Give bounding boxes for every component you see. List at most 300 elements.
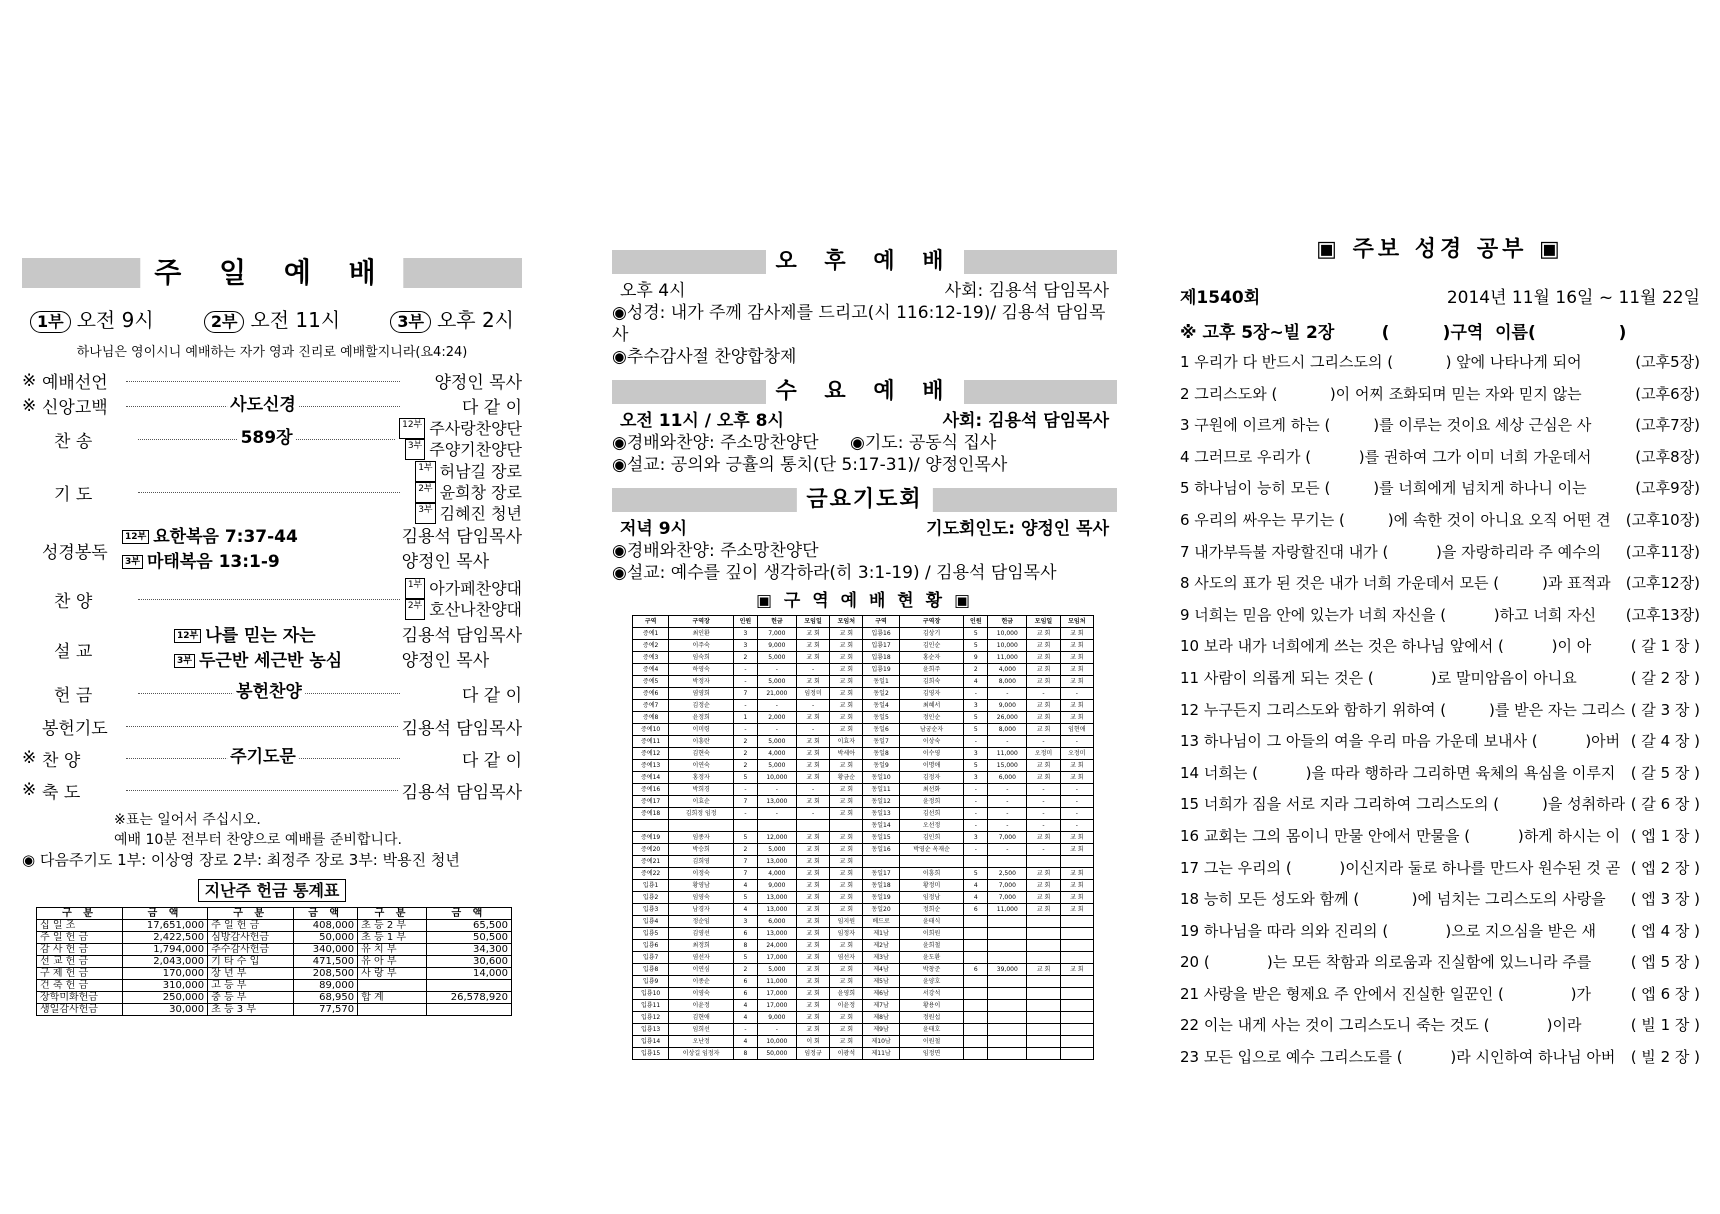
offering-cell: 68,950 [294, 992, 358, 1004]
district-cell: 2 [734, 760, 758, 772]
district-cell: 윤희주 [899, 664, 964, 676]
district-cell: 교 회 [830, 652, 863, 664]
district-cell: 7 [734, 868, 758, 880]
district-cell: 4 [734, 880, 758, 892]
district-cell: 1 [734, 712, 758, 724]
offering-header-cell: 금 액 [123, 908, 208, 920]
district-row [633, 712, 1094, 724]
district-cell: 서강석 [899, 988, 964, 1000]
district-cell [1060, 940, 1093, 952]
district-cell: 최선화 [899, 784, 964, 796]
district-row [633, 904, 1094, 916]
district-cell [988, 928, 1027, 940]
district-cell [988, 1012, 1027, 1024]
offering-cell: 유 치 부 [358, 944, 427, 956]
question-ref: (고후8장) [1635, 447, 1700, 466]
district-cell: 2,000 [757, 712, 796, 724]
district-cell [964, 1036, 988, 1048]
district-cell: 교 회 [1027, 760, 1060, 772]
friday-line-2: ◉설교: 예수를 깊이 생각하라(히 3:1-19) / 김용석 담임목사 [612, 563, 1057, 583]
district-cell: 6,000 [988, 772, 1027, 784]
question-ref: ( 갈 5 장 ) [1630, 763, 1700, 782]
district-cell: 교 회 [796, 976, 829, 988]
district-cell: - [964, 808, 988, 820]
district-row [633, 892, 1094, 904]
district-cell [1027, 1012, 1060, 1024]
district-cell: - [988, 844, 1027, 856]
district-cell: 동일14 [863, 820, 899, 832]
district-cell: 정순임 [669, 916, 734, 928]
district-cell: 교 회 [830, 964, 863, 976]
district-cell: 13,000 [757, 928, 796, 940]
district-cell: 50,000 [757, 1048, 796, 1060]
district-cell: 9,000 [757, 1012, 796, 1024]
district-cell: - [757, 1024, 796, 1036]
order-offering-prayer: 봉헌기도 김용석 담임목사 [42, 718, 522, 739]
study-question [1180, 663, 1700, 695]
district-cell: 교 회 [830, 664, 863, 676]
district-cell: 입룡19 [863, 664, 899, 676]
district-row [633, 1000, 1094, 1012]
district-cell: - [734, 676, 758, 688]
district-cell: 증예8 [633, 712, 669, 724]
district-cell: 4,000 [757, 748, 796, 760]
district-cell: 8 [734, 940, 758, 952]
district-cell: 오정미 [1060, 748, 1093, 760]
district-cell: 정인순 [899, 712, 964, 724]
district-cell: 김영선 [669, 928, 734, 940]
district-cell: 4 [734, 1012, 758, 1024]
district-cell: 4 [964, 676, 988, 688]
offering-cell: 50,000 [294, 932, 358, 944]
district-cell: 동일9 [863, 760, 899, 772]
district-row [633, 700, 1094, 712]
question-text: 12 누구든지 그리스도와 함하기 위하여 ( )를 받은 자는 그리스 [1180, 700, 1626, 719]
wednesday-sermon: ◉설교: 공의와 긍휼의 통치(단 5:17-31)/ 양정인목사 [612, 455, 1008, 475]
district-cell: 12,000 [757, 832, 796, 844]
district-cell: 김희영 [669, 856, 734, 868]
question-ref: ( 빌 2 장 ) [1630, 1048, 1700, 1067]
offering-cell: 선 교 헌 금 [37, 956, 123, 968]
district-cell: - [757, 664, 796, 676]
question-text: 15 너희가 짐을 서로 지라 그리하여 그리스도의 ( )을 성취하라 [1180, 795, 1626, 814]
district-cell: - [964, 688, 988, 700]
district-title: ▣ 구 역 예 배 현 황 ▣ [755, 591, 974, 611]
district-row [633, 940, 1094, 952]
district-cell: 교 회 [830, 712, 863, 724]
district-cell: 6 [964, 904, 988, 916]
offering-cell: 14,000 [426, 968, 511, 980]
district-cell: 김인희 [899, 832, 964, 844]
district-cell: 교 회 [1027, 640, 1060, 652]
district-row [633, 952, 1094, 964]
question-ref: (고후13장) [1625, 605, 1700, 624]
offering-cell: 사 랑 부 [358, 968, 427, 980]
question-text: 6 우리의 싸우는 무기는 ( )에 속한 것이 아니요 오직 어떤 견 [1180, 510, 1611, 529]
weekday-services-section [612, 246, 1117, 1060]
district-cell: 4 [734, 1000, 758, 1012]
district-cell: - [964, 736, 988, 748]
district-cell: 김희정 임정 [669, 808, 734, 820]
offering-cell: 408,000 [294, 920, 358, 932]
afternoon-time: 오후 4시 [620, 281, 686, 301]
order-hymn: 찬 송 589장 12부 주사랑찬양단 3부 주양기찬양단 [54, 419, 522, 459]
service-time-1: 1부 오전 9시 [30, 304, 154, 333]
district-cell: 교 회 [796, 676, 829, 688]
district-cell: 교 회 [1060, 964, 1093, 976]
district-cell: 이주숙 [669, 640, 734, 652]
district-cell [734, 820, 758, 832]
district-cell: - [796, 724, 829, 736]
offering-cell: 77,570 [294, 1004, 358, 1016]
district-header-cell: 구역장 [899, 616, 964, 628]
district-cell: 베드로 [863, 916, 899, 928]
district-cell: 3 [734, 640, 758, 652]
district-cell: 제4남 [863, 964, 899, 976]
offering-header-cell: 금 액 [294, 908, 358, 920]
district-cell: 이 회 [796, 1036, 829, 1048]
district-cell: 교 회 [830, 688, 863, 700]
study-question [1180, 853, 1700, 885]
district-cell: 9,000 [757, 640, 796, 652]
offering-row [37, 1004, 512, 1016]
district-cell: 동일6 [863, 724, 899, 736]
district-cell [669, 820, 734, 832]
study-question [1180, 473, 1700, 505]
district-row [633, 676, 1094, 688]
afternoon-host: 사회: 김용석 담임목사 [944, 281, 1109, 301]
study-questions [1180, 347, 1700, 1074]
district-cell: - [734, 1024, 758, 1036]
question-text: 17 그는 우리의 ( )이신지라 둘로 하나를 만드사 원수된 것 곧 [1180, 858, 1621, 877]
district-cell: 제5남 [863, 976, 899, 988]
district-cell: 입룡9 [633, 976, 669, 988]
district-cell: - [734, 784, 758, 796]
district-cell: 5 [734, 952, 758, 964]
district-cell [1027, 856, 1060, 868]
district-cell: 교 회 [1060, 868, 1093, 880]
study-title: ▣ 주보 성경 공부 ▣ [1316, 237, 1564, 262]
district-row [633, 640, 1094, 652]
district-row [633, 784, 1094, 796]
offering-cell: 장 년 부 [208, 968, 294, 980]
district-cell: 동일5 [863, 712, 899, 724]
offering-row [37, 944, 512, 956]
district-cell: 교 회 [1060, 772, 1093, 784]
district-table [632, 615, 1094, 1060]
district-cell: 교 회 [1060, 880, 1093, 892]
district-cell: 증예17 [633, 796, 669, 808]
order-creed: ※ 신앙고백 사도신경 다 같 이 [22, 393, 522, 418]
question-text: 20 ( )는 모든 착함과 의로움과 진실함에 있느니라 주를 [1180, 953, 1592, 972]
study-question [1180, 442, 1700, 474]
district-cell: 교 회 [1027, 700, 1060, 712]
offering-cell: 250,000 [123, 992, 208, 1004]
offering-cell: 26,578,920 [426, 992, 511, 1004]
district-cell: 교 회 [796, 1012, 829, 1024]
district-cell: 교 회 [1060, 844, 1093, 856]
district-cell: 교 회 [796, 904, 829, 916]
district-cell: 교 회 [830, 880, 863, 892]
district-cell: 증예4 [633, 664, 669, 676]
question-ref: ( 엡 3 장 ) [1630, 890, 1700, 909]
district-cell: 5 [964, 628, 988, 640]
district-cell [1060, 1048, 1093, 1060]
district-cell: 24,000 [757, 940, 796, 952]
district-cell: 동일2 [863, 688, 899, 700]
district-cell: 교 회 [1060, 700, 1093, 712]
district-cell: 증예1 [633, 628, 669, 640]
afternoon-title: 오 후 예 배 [766, 247, 964, 277]
district-cell: 이윤정 [669, 1000, 734, 1012]
district-cell: 윤정희 [669, 712, 734, 724]
question-ref: ( 엡 2 장 ) [1630, 858, 1700, 877]
question-ref: (고후6장) [1635, 384, 1700, 403]
district-cell: - [1027, 844, 1060, 856]
district-cell: 교 회 [796, 964, 829, 976]
offering-cell: 장학미화헌금 [37, 992, 123, 1004]
district-cell: 이연숙 [669, 760, 734, 772]
district-cell: 동일20 [863, 904, 899, 916]
afternoon-line-2: ◉추수감사절 찬양합창제 [612, 347, 797, 367]
wednesday-host: 사회: 김용석 담임목사 [942, 411, 1109, 431]
question-ref: (고후5장) [1635, 353, 1700, 371]
district-cell [1027, 1000, 1060, 1012]
offering-cell: 심방감사헌금 [208, 932, 294, 944]
study-question [1180, 568, 1700, 600]
district-row [633, 748, 1094, 760]
district-cell: 박승희 [669, 844, 734, 856]
offering-row [37, 920, 512, 932]
district-cell: 김인순 [899, 640, 964, 652]
district-cell: 교 회 [830, 868, 863, 880]
district-cell: 오정미 [1027, 748, 1060, 760]
district-row [633, 664, 1094, 676]
district-cell: 입룡14 [633, 1036, 669, 1048]
district-cell: 윤영희 [830, 988, 863, 1000]
district-cell: 제11남 [863, 1048, 899, 1060]
district-cell: 동일13 [863, 808, 899, 820]
district-cell: 입룡11 [633, 1000, 669, 1012]
district-cell [964, 856, 988, 868]
district-cell: 증예11 [633, 736, 669, 748]
district-cell: - [796, 700, 829, 712]
district-cell: 2 [734, 748, 758, 760]
district-cell: 교 회 [830, 904, 863, 916]
district-cell: 정원섭 [899, 1012, 964, 1024]
district-cell: 박영순 옥재순 [899, 844, 964, 856]
district-cell: 교 회 [796, 988, 829, 1000]
district-header-cell: 구역장 [669, 616, 734, 628]
district-cell: 교 회 [796, 940, 829, 952]
question-text: 1 우리가 다 반드시 그리스도의 ( ) 앞에 나타나게 되어 [1180, 353, 1582, 371]
district-cell: 교 회 [1027, 652, 1060, 664]
district-cell: 교 회 [1027, 868, 1060, 880]
district-cell [964, 1024, 988, 1036]
district-cell: 박세아 [830, 748, 863, 760]
district-cell [988, 976, 1027, 988]
district-cell: 입룡3 [633, 904, 669, 916]
offering-cell: 471,500 [294, 956, 358, 968]
sunday-service-section [22, 258, 522, 1016]
district-cell: 5 [964, 724, 988, 736]
district-row [633, 844, 1094, 856]
district-cell: 교 회 [1060, 892, 1093, 904]
district-cell: 교 회 [1027, 904, 1060, 916]
study-question [1180, 537, 1700, 569]
next-prayer: ◉ 다음주기도 1부: 이상영 장로 2부: 최정주 장로 3부: 박용진 청년 [22, 851, 460, 869]
study-question [1180, 505, 1700, 537]
order-reading: 성경봉독 12부 요한복음 7:37-44 3부 마태복음 13:1-9 김용석 담임목사 양정인 목사 [42, 527, 522, 572]
district-cell: 증예14 [633, 772, 669, 784]
offering-cell: 기 타 수 입 [208, 956, 294, 968]
district-cell: 13,000 [757, 796, 796, 808]
district-cell: 임종자 [669, 832, 734, 844]
order-prayer: 기 도 1부 허남길 장로 2부 윤희창 장로 3부 김혜진 청년 [54, 461, 522, 523]
question-text: 3 구원에 이르게 하는 ( )를 이루는 것이요 세상 근심은 사 [1180, 416, 1592, 435]
district-cell: 교 회 [796, 628, 829, 640]
district-cell: 제2남 [863, 940, 899, 952]
district-cell: 윤도환 [899, 952, 964, 964]
district-cell: 11,000 [988, 904, 1027, 916]
study-question [1180, 789, 1700, 821]
offering-cell: 208,500 [294, 968, 358, 980]
district-cell [964, 988, 988, 1000]
question-ref: ( 갈 1 장 ) [1630, 637, 1700, 656]
district-cell: 교 회 [1060, 760, 1093, 772]
district-row [633, 736, 1094, 748]
district-header-cell: 인원 [964, 616, 988, 628]
district-cell [1060, 1012, 1093, 1024]
district-cell: - [1027, 820, 1060, 832]
district-cell: 교 회 [796, 868, 829, 880]
district-row [633, 760, 1094, 772]
question-ref: ( 갈 2 장 ) [1630, 668, 1700, 687]
district-cell: 교 회 [796, 916, 829, 928]
question-ref: ( 갈 3 장 ) [1630, 700, 1700, 719]
district-cell: - [1060, 784, 1093, 796]
district-cell: 윤태식 [899, 916, 964, 928]
district-cell: 이연심 [669, 964, 734, 976]
district-cell: 김현애 [669, 1012, 734, 1024]
district-cell: 교 회 [796, 892, 829, 904]
district-cell [633, 820, 669, 832]
district-cell: 오난정 [669, 1036, 734, 1048]
district-cell: 2 [734, 652, 758, 664]
question-ref: ( 엡 6 장 ) [1630, 984, 1700, 1003]
offering-cell: 주 일 헌 금 [208, 920, 294, 932]
district-cell [1060, 952, 1093, 964]
district-cell: 7,000 [757, 628, 796, 640]
district-cell: 교 회 [830, 628, 863, 640]
district-cell [1060, 976, 1093, 988]
offering-cell: 2,422,500 [123, 932, 208, 944]
district-row [633, 880, 1094, 892]
offering-cell: 건 축 헌 금 [37, 980, 123, 992]
district-cell: 최인환 [669, 628, 734, 640]
order-sermon: 설 교 12부 나를 믿는 자는 3부 두근반 세근반 농심 김용석 담임목사 양정인 목사 [54, 626, 522, 671]
district-cell [863, 856, 899, 868]
district-cell: 증예13 [633, 760, 669, 772]
district-cell: 4 [964, 892, 988, 904]
question-text: 7 내가부득불 자랑할진대 내가 ( )을 자랑하리라 주 예수의 [1180, 542, 1602, 561]
district-cell: 이광석 [830, 1048, 863, 1060]
question-ref: ( 엡 1 장 ) [1630, 826, 1700, 845]
district-cell: - [988, 784, 1027, 796]
district-cell: 4 [734, 904, 758, 916]
district-cell: 교 회 [1027, 712, 1060, 724]
district-cell: - [1060, 688, 1093, 700]
offering-cell: 고 등 부 [208, 980, 294, 992]
district-cell: 이흥희 [899, 868, 964, 880]
offering-cell: 50,500 [426, 932, 511, 944]
district-cell: 증예19 [633, 832, 669, 844]
district-cell: 윤양호 [899, 976, 964, 988]
district-cell: 입룡18 [863, 652, 899, 664]
district-cell: - [757, 808, 796, 820]
question-text: 4 그러므로 우리가 ( )를 권하여 그가 이미 너희 가운데서 [1180, 447, 1592, 466]
district-cell: - [796, 664, 829, 676]
district-cell: 교 회 [1060, 904, 1093, 916]
district-cell: 입룡7 [633, 952, 669, 964]
district-cell [1027, 940, 1060, 952]
offering-row [37, 968, 512, 980]
district-cell [964, 916, 988, 928]
wednesday-prayer: ◉기도: 공동식 집사 [850, 433, 997, 453]
offering-row [37, 980, 512, 992]
question-text: 9 너희는 믿음 안에 있는가 너희 자신을 ( )하고 너희 자신 [1180, 605, 1597, 624]
district-cell [757, 820, 796, 832]
district-cell: - [1060, 736, 1093, 748]
offering-cell [426, 980, 511, 992]
district-cell: 제1남 [863, 928, 899, 940]
district-cell: - [988, 736, 1027, 748]
district-cell: 교 회 [830, 700, 863, 712]
study-question [1180, 600, 1700, 632]
question-ref: (고후11장) [1625, 542, 1700, 561]
district-header-cell: 모임일 [796, 616, 829, 628]
study-question [1180, 379, 1700, 411]
district-cell: 5,000 [757, 760, 796, 772]
district-cell [1060, 916, 1093, 928]
district-cell: 김영자 [899, 688, 964, 700]
district-cell: 윤태호 [899, 1024, 964, 1036]
study-question [1180, 916, 1700, 948]
district-cell: 교 회 [830, 724, 863, 736]
district-cell: 교 회 [796, 772, 829, 784]
district-cell: 17,000 [757, 952, 796, 964]
wednesday-title: 수 요 예 배 [766, 377, 964, 407]
district-row [633, 688, 1094, 700]
offering-cell: 2,043,000 [123, 956, 208, 968]
district-cell: 8 [734, 1048, 758, 1060]
district-cell: 교 회 [830, 760, 863, 772]
offering-cell: 30,000 [123, 1004, 208, 1016]
district-cell: 교 회 [1060, 628, 1093, 640]
offering-cell: 310,000 [123, 980, 208, 992]
question-text: 21 사랑을 받은 형제요 주 안에서 진실한 일꾼인 ( )가 [1180, 984, 1592, 1003]
district-cell: 염선자 [830, 952, 863, 964]
district-cell [988, 952, 1027, 964]
district-cell: 교 회 [796, 736, 829, 748]
district-cell: 남경자 [669, 904, 734, 916]
district-cell [988, 940, 1027, 952]
district-cell: 하영숙 [669, 664, 734, 676]
district-cell: 이상길 임정자 [669, 1048, 734, 1060]
district-cell: 이희원 [899, 928, 964, 940]
district-cell: 동일1 [863, 676, 899, 688]
offering-cell [358, 980, 427, 992]
